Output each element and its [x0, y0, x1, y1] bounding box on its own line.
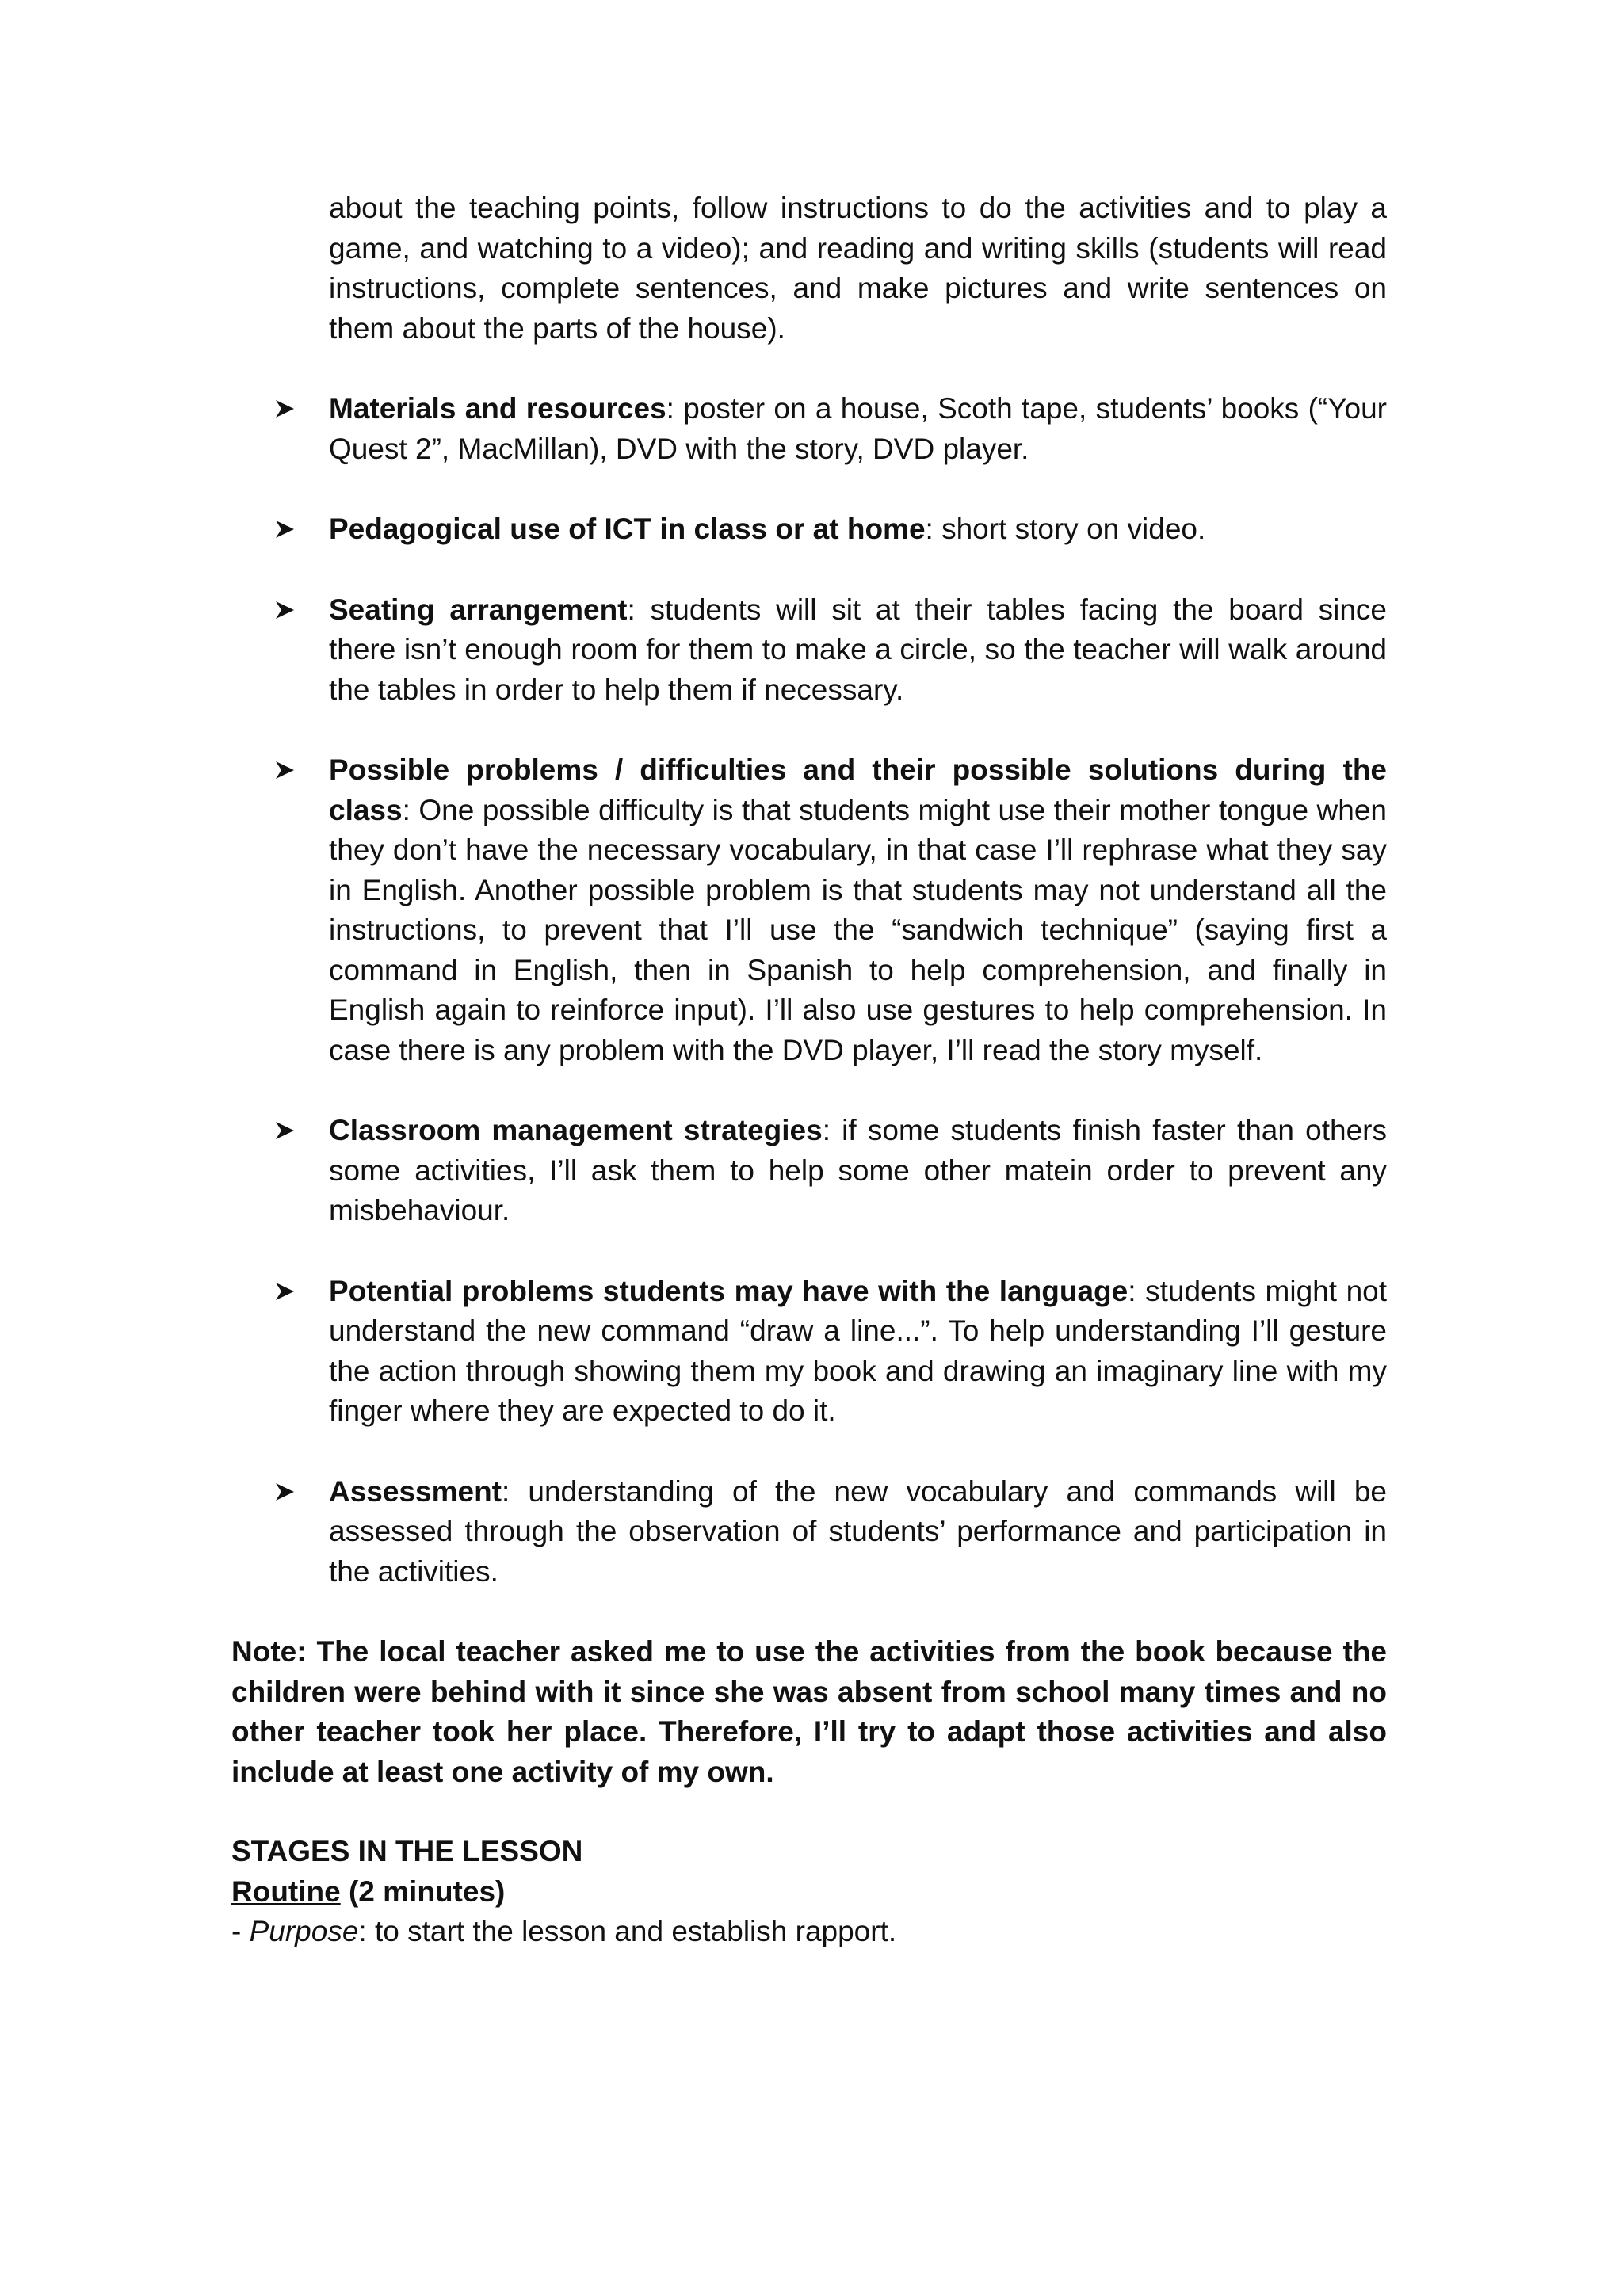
bullet-label: Classroom management strategies — [329, 1114, 823, 1146]
bullet-label: Assessment — [329, 1474, 502, 1508]
arrowhead-bullet-icon — [275, 1472, 299, 1512]
bullet-text: : poster on a house, Scoth tape, students’ books (“Your Quest 2”, MacMillan), DVD with the story, DVD player. — [329, 392, 1387, 465]
routine-stage-title — [231, 1872, 1387, 1913]
arrowhead-bullet-icon — [275, 1111, 299, 1150]
bullet-label: Seating arrangement — [329, 593, 628, 626]
bullet-materials — [329, 389, 1387, 469]
stages-heading: STAGES IN THE LESSON — [231, 1835, 583, 1867]
purpose-label: Purpose — [249, 1915, 359, 1947]
bullet-classroom-management — [329, 1111, 1387, 1231]
bullet-problems — [329, 750, 1387, 1070]
bullet-text: : students will sit at their tables facing the board since there isn’t enough room for them to make a circle, so the teacher will walk around the tables in order to help them if necessary. — [329, 593, 1387, 706]
page-content — [231, 189, 1387, 1952]
bullet-text: : One possible difficulty is that students might use their mother tongue when they don’t have the necessary vocabulary, in that case I’ll rephrase what they say in English. Another possible problem is that students may not understand all the instructions, to prevent that I’ll use the “sandwich technique” (saying first a command in English, then in Spanish to help comprehension, and finally in English again to reinforce input). I’ll also use gestures to help comprehension. In case there is any problem with the DVD player, I’ll read the story myself. — [329, 793, 1387, 1066]
arrowhead-bullet-icon — [275, 590, 299, 630]
lesson-plan-bullet-list — [231, 389, 1387, 1592]
routine-duration: (2 minutes) — [340, 1875, 506, 1908]
purpose-prefix: - — [231, 1915, 250, 1947]
routine-title: Routine — [231, 1875, 341, 1908]
intro-continuation-paragraph: about the teaching points, follow instructions to do the activities and to play a game, and watching to a video); and reading and writing skills (students will read instructions, complete sentences, and make pictures and write sentences on them about the parts of the house). — [329, 192, 1387, 345]
bullet-language-problems — [329, 1272, 1387, 1432]
arrowhead-bullet-icon — [275, 389, 299, 429]
bullet-seating — [329, 590, 1387, 711]
bullet-text: : students might not understand the new command “draw a line...”. To help understanding I’ll gesture the action through showing them my book and drawing an imaginary line with my finger where they are expected to do it. — [329, 1274, 1388, 1427]
bullet-ict — [329, 509, 1387, 550]
arrowhead-bullet-icon — [275, 509, 299, 549]
bullet-label: Possible problems / difficulties and their possible solutions during the class — [329, 753, 1387, 826]
bullet-label: Materials and resources — [329, 392, 666, 425]
bullet-text: : short story on video. — [925, 513, 1206, 545]
arrowhead-bullet-icon — [275, 750, 299, 790]
bullet-label: Pedagogical use of ICT in class or at home — [329, 513, 926, 545]
arrowhead-bullet-icon — [275, 1272, 299, 1311]
routine-purpose — [231, 1912, 1387, 1952]
note-paragraph: Note: The local teacher asked me to use the activities from the book because the children were behind with it since she was absent from school many times and no other teacher took her place. Therefore, I’ll try to adapt those activities and also include at least one activity of my own. — [231, 1635, 1387, 1788]
bullet-label: Potential problems students may have with the language — [329, 1274, 1128, 1307]
bullet-assessment — [329, 1472, 1387, 1592]
bullet-text: : understanding of the new vocabulary and commands will be assessed through the observation of students’ performance and participation in the activities. — [329, 1474, 1387, 1588]
bullet-text: : if some students finish faster than others some activities, I’ll ask them to help some other matein order to prevent any misbehaviour. — [329, 1114, 1387, 1226]
purpose-text: : to start the lesson and establish rapport. — [358, 1915, 897, 1947]
